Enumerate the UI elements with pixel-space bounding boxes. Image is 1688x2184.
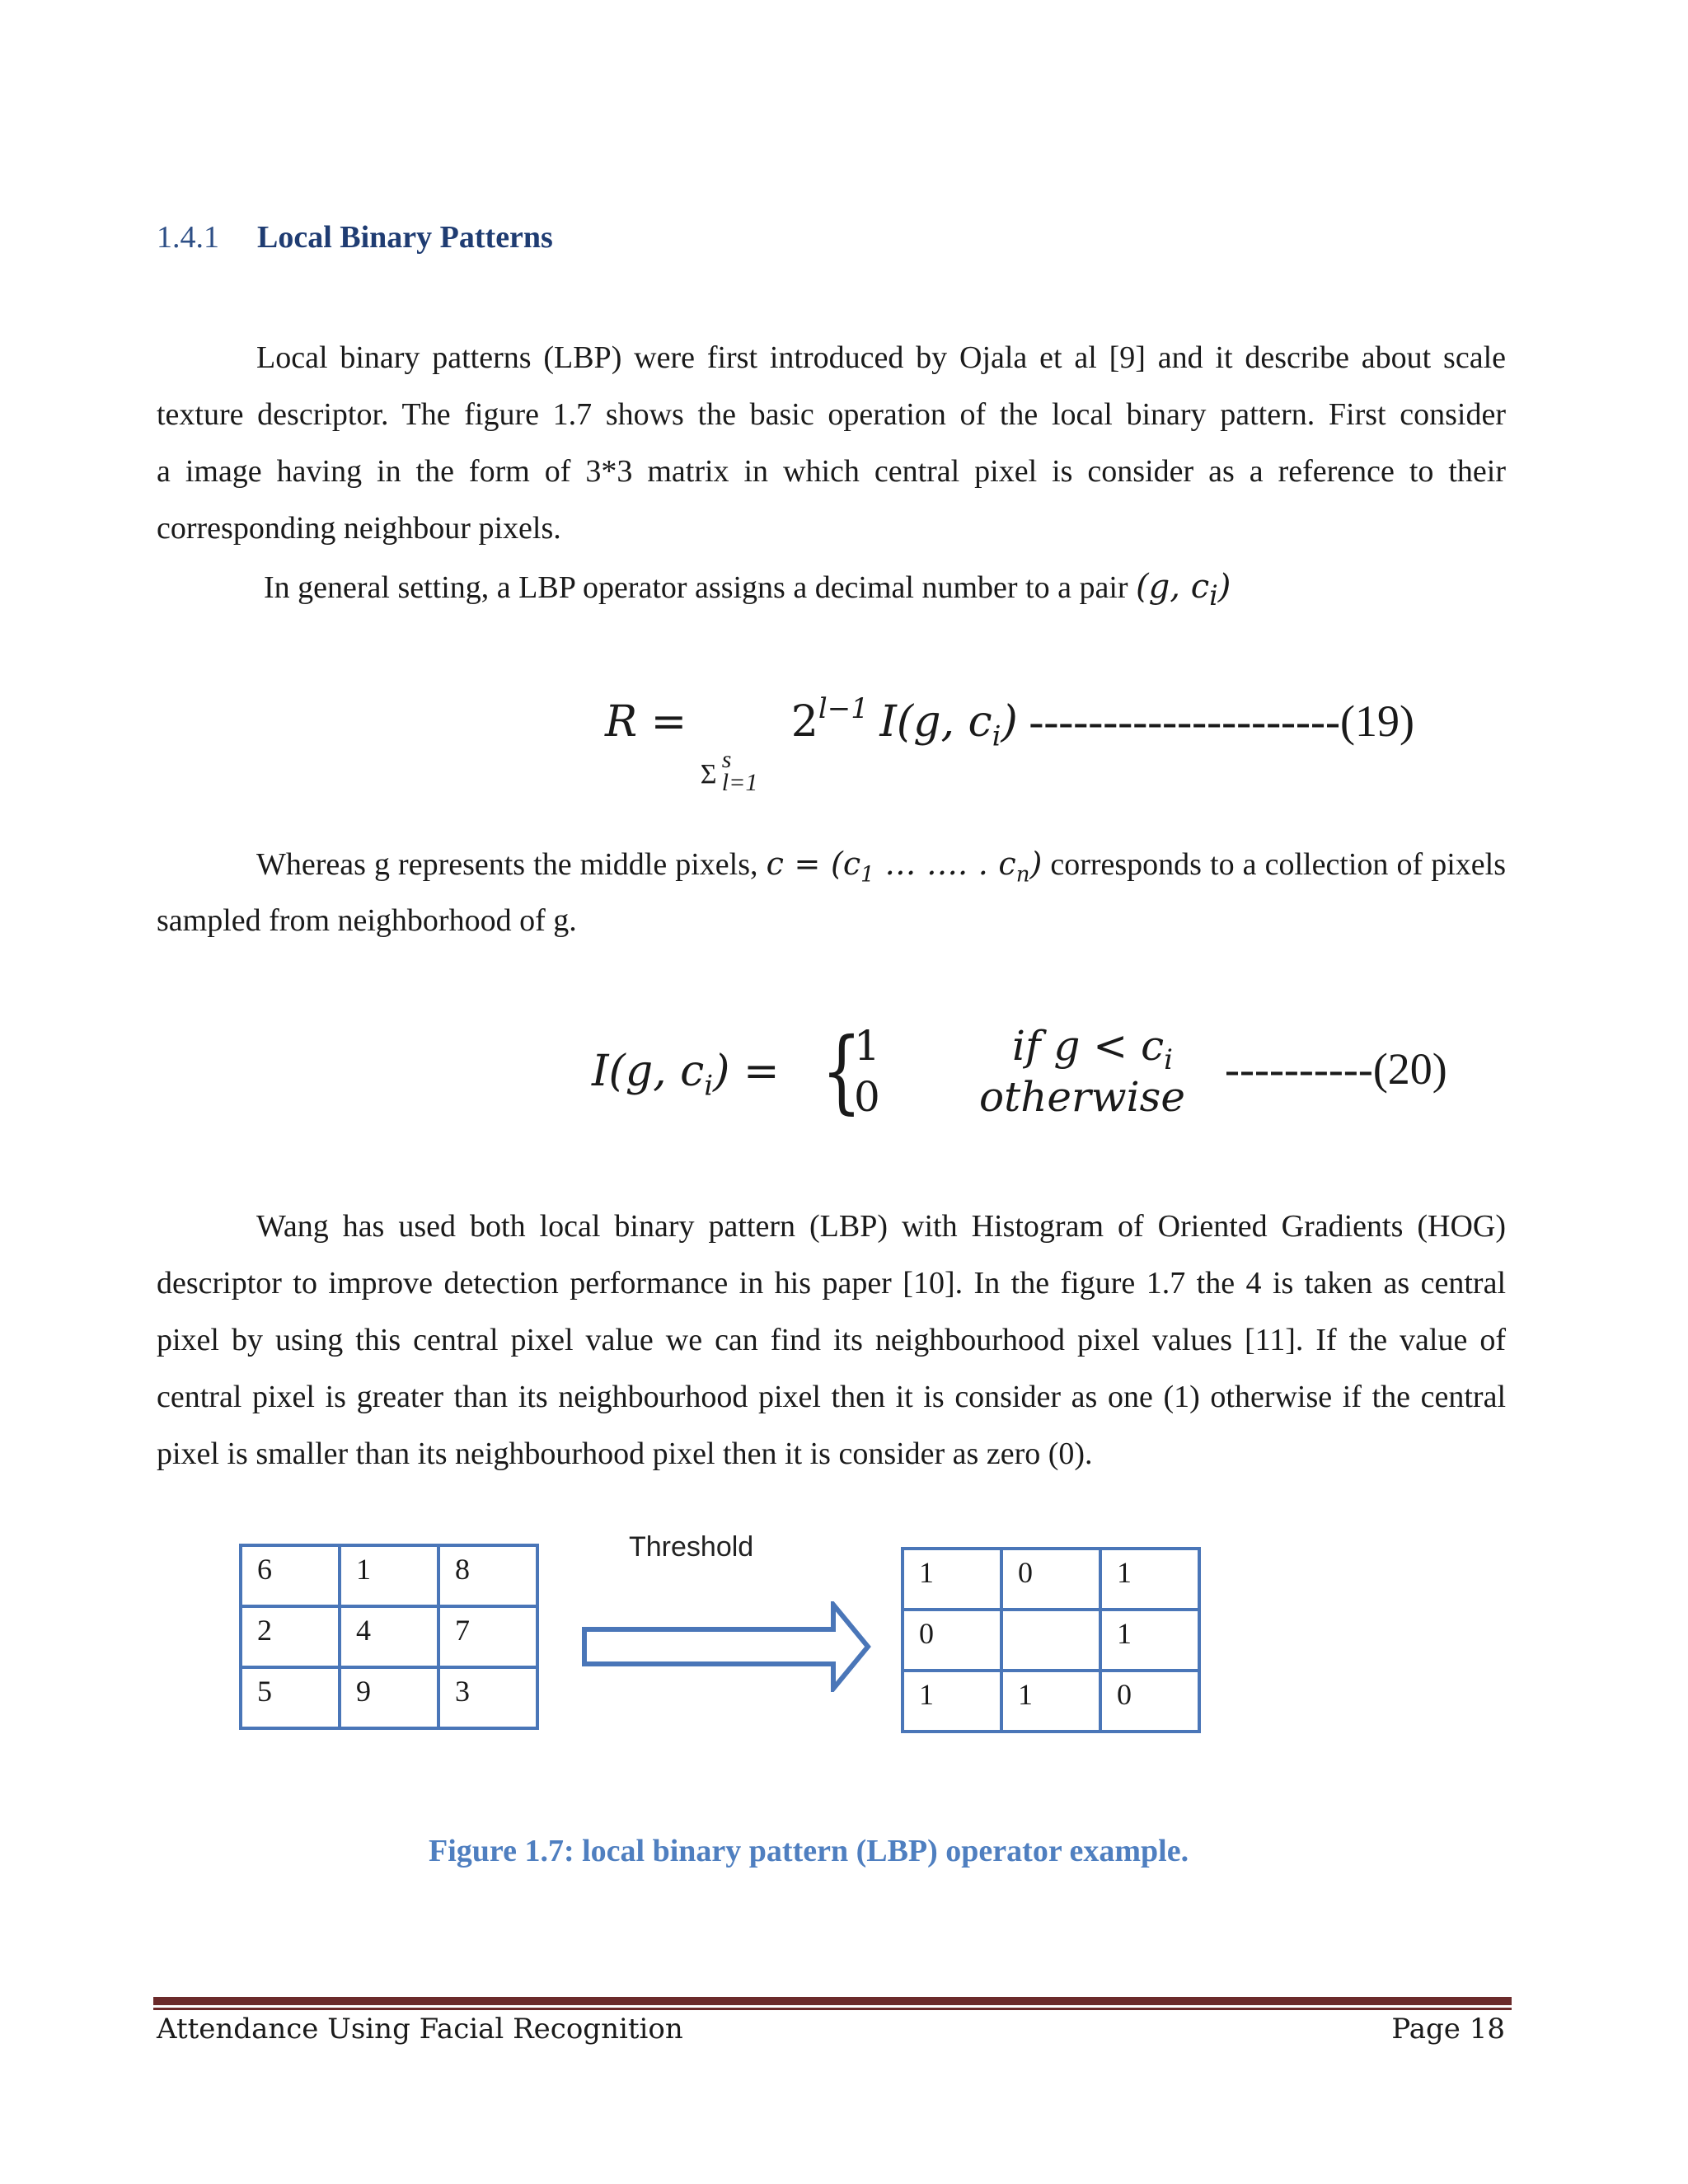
eq19-term-close: ) xyxy=(1001,697,1018,747)
eq19-lhs: R = xyxy=(605,697,701,747)
eq20-leader: ---------- xyxy=(1225,1044,1373,1094)
eq20-lhs xyxy=(592,1047,780,1102)
paragraph-line: corresponding neighbour pixels. xyxy=(157,511,561,546)
paragraph-wang xyxy=(157,1198,1506,1483)
grid-cell: 5 xyxy=(241,1667,340,1728)
paragraph-line: pixel is smaller than its neighbourhood pixel then it is consider as zero (0). xyxy=(157,1436,1093,1471)
collection-sub-n: n xyxy=(1015,862,1030,888)
sigma-symbol: Σ xyxy=(700,759,717,790)
grid-cell: 0 xyxy=(1100,1671,1199,1732)
eq19-exponent: l−1 xyxy=(818,692,869,725)
collection-open: c = (c xyxy=(766,846,861,882)
paragraph-line xyxy=(157,836,1506,893)
pair-subscript: i xyxy=(1209,579,1218,612)
eq19-term-open: I(g, c xyxy=(879,697,992,747)
grid-cell: 3 xyxy=(438,1667,537,1728)
grid-cell: 1 xyxy=(903,1549,1001,1610)
eq19-term xyxy=(879,697,1018,753)
eq19-leader: --------------------- xyxy=(1029,696,1340,746)
eq20-lhs-sub: i xyxy=(704,1069,714,1103)
sum-upper-limit: s xyxy=(721,746,732,773)
eq20-lhs-close: ) = xyxy=(713,1047,780,1096)
equation-20 xyxy=(592,1018,1474,1129)
grid-cell: 8 xyxy=(438,1545,537,1606)
collection-expression xyxy=(766,846,1043,888)
grid-cell: 1 xyxy=(1001,1671,1100,1732)
paragraph-whereas xyxy=(157,836,1506,949)
paragraph-line: a image having in the form of 3*3 matrix in which central pixel is consider as a reference to their xyxy=(157,454,1506,489)
eq19-term-sub: i xyxy=(992,719,1001,753)
case-0-condition: otherwise xyxy=(979,1073,1185,1121)
paragraph-line: pixel by using this central pixel value we can find its neighbourhood pixel values [11]. If the value of xyxy=(157,1323,1506,1357)
whereas-text: Whereas g represents the middle pixels, xyxy=(256,847,767,882)
output-binary-grid xyxy=(901,1547,1201,1733)
case-1-condition-text: if g < c xyxy=(1012,1022,1165,1070)
eq19-number: (19) xyxy=(1339,696,1414,746)
eq20-number-with-leader xyxy=(1225,1043,1447,1094)
case-1-value: 1 xyxy=(854,1022,880,1070)
collection-sub-1: 1 xyxy=(860,862,874,888)
collection-dots: … …. . c xyxy=(874,846,1016,882)
pair-close: ) xyxy=(1217,568,1231,606)
grid-cell: 1 xyxy=(903,1671,1001,1732)
grid-cell: 4 xyxy=(340,1606,438,1667)
case-0-value: 0 xyxy=(854,1073,880,1121)
cases-brace: { xyxy=(821,1018,862,1123)
section-heading xyxy=(157,219,553,255)
grid-cell-center xyxy=(1001,1610,1100,1671)
sum-lower-limit: l=1 xyxy=(721,769,758,796)
footer-rule xyxy=(153,1997,1512,2005)
grid-cell: 1 xyxy=(340,1545,438,1606)
paragraph-line: Wang has used both local binary pattern (LBP) with Histogram of Oriented Gradients (HOG) xyxy=(256,1209,1506,1244)
grid-cell: 1 xyxy=(1100,1549,1199,1610)
general-setting-text: In general setting, a LBP operator assigns a decimal number to a pair xyxy=(264,570,1128,605)
page-number: Page 18 xyxy=(1391,2013,1505,2046)
eq19-base: 2 xyxy=(790,697,818,747)
paragraph-line: texture descriptor. The figure 1.7 shows the basic operation of the local binary pattern. First consider xyxy=(157,397,1506,432)
paragraph-line: central pixel is greater than its neighbourhood pixel then it is consider as one (1) otherwise if the central xyxy=(157,1380,1506,1414)
case-1-condition-sub: i xyxy=(1164,1043,1173,1076)
threshold-label: Threshold xyxy=(629,1531,754,1563)
grid-cell: 0 xyxy=(903,1610,1001,1671)
paragraph-intro xyxy=(157,330,1506,557)
whereas-text-end: corresponds to a collection of pixels xyxy=(1042,847,1506,882)
case-1-condition xyxy=(1012,1022,1173,1076)
eq20-number: (20) xyxy=(1372,1044,1447,1094)
section-number: 1.4.1 xyxy=(157,220,219,255)
equation-19 xyxy=(605,692,1414,796)
collection-close: ) xyxy=(1029,846,1043,882)
right-arrow-icon xyxy=(581,1601,871,1692)
grid-cell: 6 xyxy=(241,1545,340,1606)
grid-cell: 1 xyxy=(1100,1610,1199,1671)
eq20-lhs-open: I(g, c xyxy=(592,1047,705,1096)
pair-expression xyxy=(1136,568,1231,612)
figure-caption: Figure 1.7: local binary pattern (LBP) operator example. xyxy=(429,1834,1189,1868)
pair-open: (g, c xyxy=(1136,568,1210,606)
input-pixel-grid xyxy=(239,1544,539,1730)
general-setting-sentence xyxy=(264,562,1231,621)
grid-cell: 0 xyxy=(1001,1549,1100,1610)
footer-title: Attendance Using Facial Recognition xyxy=(157,2013,683,2046)
paragraph-line: sampled from neighborhood of g. xyxy=(157,903,577,938)
grid-cell: 9 xyxy=(340,1667,438,1728)
paragraph-line: Local binary patterns (LBP) were first introduced by Ojala et al [9] and it describe about scale xyxy=(256,340,1506,375)
section-title: Local Binary Patterns xyxy=(257,220,553,255)
grid-cell: 7 xyxy=(438,1606,537,1667)
grid-cell: 2 xyxy=(241,1606,340,1667)
paragraph-line: descriptor to improve detection performance in his paper [10]. In the figure 1.7 the 4 is taken as central xyxy=(157,1266,1506,1301)
footer-rule-thin xyxy=(153,2008,1512,2010)
